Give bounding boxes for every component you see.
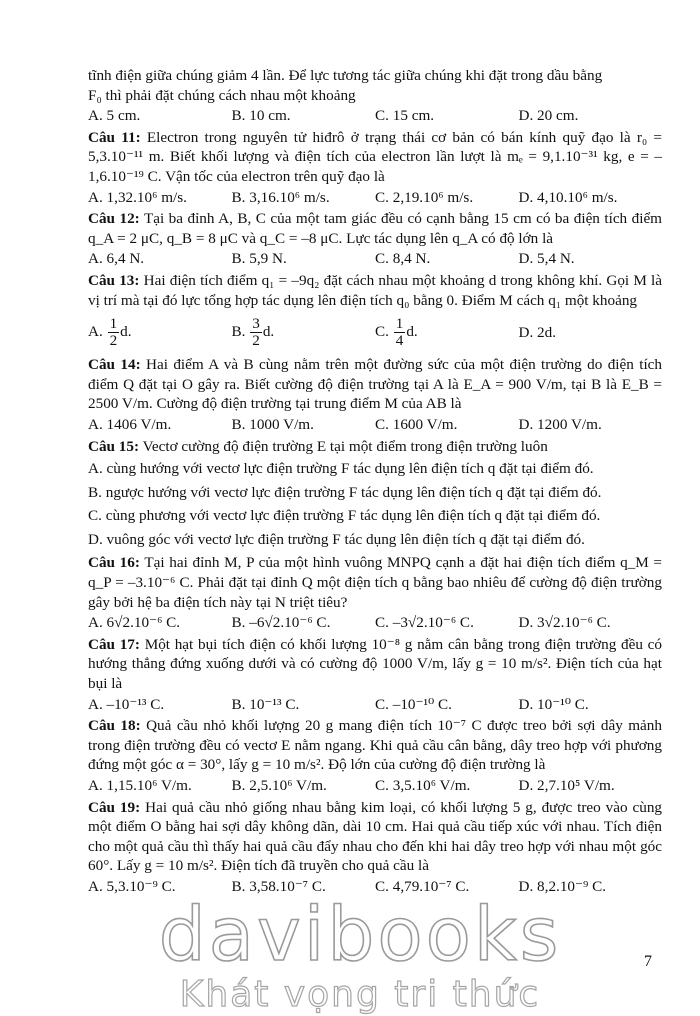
question-11	[88, 128, 662, 207]
watermark	[150, 892, 570, 1015]
fraction	[394, 316, 406, 349]
option-a: A. 1,32.10⁶ m/s.	[88, 188, 187, 206]
option-b: B. 5,9 N.	[231, 250, 287, 268]
option-a: A. 6,4 N.	[88, 250, 145, 268]
option-label: A.	[88, 323, 103, 341]
option-a	[88, 316, 232, 349]
option-a: A. cùng hướng với vectơ lực điện trường F tác dụng lên điện tích q đặt tại điểm đó.	[88, 460, 594, 478]
question-number: Câu 13:	[88, 271, 140, 289]
option-d: D. 20 cm.	[518, 107, 579, 125]
option-c: C. 4,79.10⁻⁷ C.	[375, 877, 470, 895]
denominator: 4	[395, 332, 404, 350]
option-c: C. 8,4 N.	[375, 250, 431, 268]
option-a: A. 5 cm.	[88, 107, 141, 125]
options-row	[88, 316, 662, 349]
question-number: Câu 16:	[88, 554, 140, 572]
numerator: 1	[109, 315, 118, 333]
question-16	[88, 553, 662, 632]
option-label: C.	[375, 323, 389, 341]
question-number: Câu 17:	[88, 635, 140, 653]
question-text: Một hạt bụi tích điện có khối lượng 10⁻⁸ g nằm cân bằng trong điện trường đều có hướng thẳng đứng xuống dưới và có cường độ 1000 V/m, lấy g = 10 m/s². Điện tích của hạt bụi là	[88, 635, 662, 693]
fraction	[108, 316, 120, 349]
question-17	[88, 635, 662, 714]
denominator: 2	[109, 332, 118, 350]
suffix: d.	[120, 323, 132, 341]
question-text: Hai điểm A và B cùng nằm trên một đường sức của một điện trường do điện tích điểm Q đặt tại O gây ra. Biết cường độ điện trường tại A là E_A = 900 V/m, tại B là E_B = 2500 V/m. Cường độ điện trường tại trung điểm M của AB là	[88, 356, 663, 413]
option-a: A. –10⁻¹³ C.	[88, 695, 165, 713]
option-c	[375, 316, 519, 349]
question-number: Câu 19:	[88, 798, 141, 816]
option-d: D. 5,4 N.	[518, 250, 575, 268]
suffix: d.	[406, 323, 418, 341]
denominator: 2	[252, 332, 260, 350]
intro-block	[88, 66, 662, 126]
option-b: B. 1000 V/m.	[231, 415, 314, 433]
page-number: 7	[644, 953, 652, 970]
option-d: D. 2d.	[518, 323, 557, 341]
options-row	[88, 877, 662, 897]
option-c: C. –3√2.10⁻⁶ C.	[375, 614, 474, 632]
fraction	[250, 316, 262, 349]
option-d: D. 2,7.10⁵ V/m.	[518, 777, 615, 794]
question-number: Câu 12:	[88, 210, 140, 228]
option-c: C. 1600 V/m.	[375, 415, 458, 433]
option-label: B.	[231, 323, 246, 341]
question-text: Vectơ cường độ điện trường E tại một điểm trong điện trường luôn	[142, 437, 548, 455]
question-19	[88, 798, 662, 897]
options-row	[88, 415, 662, 435]
question-text: Tại hai đỉnh M, P của một hình vuông MNPQ cạnh a đặt hai điện tích điểm q_M = q_P = –3.10⁻⁶ C. Phải đặt tại đỉnh Q một điện tích q bằng bao nhiêu để cường độ điện trường gây bởi hệ ba điện tích này tại N triệt tiêu?	[88, 554, 662, 611]
option-d: D. 10⁻¹⁰ C.	[518, 695, 589, 713]
intro-options	[88, 106, 662, 126]
option-a: A. 5,3.10⁻⁹ C.	[88, 877, 176, 895]
options-row	[88, 776, 662, 796]
question-text: Electron trong nguyên tử hiđrô ở trạng thái cơ bản có bán kính quỹ đạo là r₀ = 5,3.10⁻¹¹ m. Biết khối lượng và điện tích của electron lần lượt là mₑ = 9,1.10⁻³¹ kg, e = –1,6.10⁻¹⁹ C. Vận tốc của electron trên quỹ đạo là	[88, 128, 662, 185]
intro-line-1: tĩnh điện giữa chúng giảm 4 lần. Để lực tương tác giữa chúng khi đặt trong dầu bằng	[88, 67, 603, 84]
question-number: Câu 15:	[88, 437, 140, 455]
question-number: Câu 11:	[88, 128, 141, 146]
option-b: B. 2,5.10⁶ V/m.	[231, 777, 327, 794]
option-b: B. 3,58.10⁻⁷ C.	[231, 877, 326, 895]
option-a: A. 6√2.10⁻⁶ C.	[88, 614, 181, 632]
option-d: D. 4,10.10⁶ m/s.	[518, 188, 618, 206]
question-12	[88, 209, 662, 269]
question-text: Hai điện tích điểm q₁ = –9q₂ đặt cách nhau một khoảng d trong không khí. Gọi M là vị trí mà tại đó lực tổng hợp tác dụng lên điện tích q₀ bằng 0. Điểm M cách q₁ một khoảng	[88, 271, 662, 309]
question-18	[88, 716, 662, 795]
watermark-logo-text: davibooks	[158, 892, 562, 978]
option-a: A. 1406 V/m.	[88, 415, 172, 433]
option-b: B. –6√2.10⁻⁶ C.	[231, 614, 331, 632]
option-d: D. 3√2.10⁻⁶ C.	[518, 614, 611, 632]
numerator: 3	[252, 315, 260, 333]
option-c: C. 2,19.10⁶ m/s.	[375, 188, 474, 206]
option-c: C. 15 cm.	[375, 107, 435, 125]
option-b: B. 10⁻¹³ C.	[231, 695, 300, 713]
options-row	[88, 188, 662, 208]
question-15	[88, 437, 662, 550]
option-b: B. 10 cm.	[231, 107, 291, 125]
option-c: C. 3,5.10⁶ V/m.	[375, 777, 471, 794]
option-b: B. ngược hướng với vectơ lực điện trường F tác dụng lên điện tích q đặt tại điểm đó.	[88, 483, 602, 501]
option-b: B. 3,16.10⁶ m/s.	[231, 188, 330, 206]
page-content	[88, 66, 662, 899]
option-c: C. –10⁻¹⁰ C.	[375, 695, 452, 713]
watermark-slogan: Khát vọng tri thức	[179, 974, 541, 1015]
option-c: C. cùng phương với vectơ lực điện trường F tác dụng lên điện tích q đặt tại điểm đó.	[88, 507, 601, 525]
option-b	[232, 316, 376, 349]
question-number: Câu 14:	[88, 356, 141, 374]
question-text: Quả cầu nhỏ khối lượng 20 g mang điện tích 10⁻⁷ C được treo bởi sợi dây mảnh trong điện trường đều có vectơ E nằm ngang. Khi quả cầu cân bằng, dây treo hợp với phương đứng một góc α = 30°, lấy g = 10 m/s². Độ lớn của cường độ điện trường là	[88, 717, 662, 774]
option-d: D. vuông góc với vectơ lực điện trường F tác dụng lên điện tích q đặt tại điểm đó.	[88, 530, 585, 548]
question-14	[88, 355, 662, 434]
question-13	[88, 271, 662, 349]
numerator: 1	[395, 315, 404, 333]
option-d: D. 1200 V/m.	[518, 415, 602, 433]
question-text: Tại ba đỉnh A, B, C của một tam giác đều có cạnh bằng 15 cm có ba điện tích điểm q_A = 2 μC, q_B = 8 μC và q_C = –8 μC. Lực tác dụng lên q_A có độ lớn là	[88, 210, 662, 247]
question-text: Hai quả cầu nhỏ giống nhau bằng kim loại, có khối lượng 5 g, được treo vào cùng một điểm O bằng hai sợi dây không dãn, dài 10 cm. Hai quả cầu tiếp xúc với nhau. Tích điện cho một quả cầu thì thấy hai quả cầu đẩy nhau cho đến khi hai dây treo hợp với nhau một góc 60°. Lấy g = 10 m/s². Điện tích đã truyền cho quả cầu là	[88, 798, 663, 875]
options-row	[88, 613, 662, 633]
question-number: Câu 18:	[88, 717, 141, 735]
option-a: A. 1,15.10⁶ V/m.	[88, 777, 192, 794]
intro-line-2: F₀ thì phải đặt chúng cách nhau một khoảng	[88, 86, 356, 104]
options-row	[88, 249, 662, 269]
option-d: D. 8,2.10⁻⁹ C.	[518, 877, 607, 895]
options-row	[88, 695, 662, 715]
suffix: d.	[262, 323, 275, 341]
